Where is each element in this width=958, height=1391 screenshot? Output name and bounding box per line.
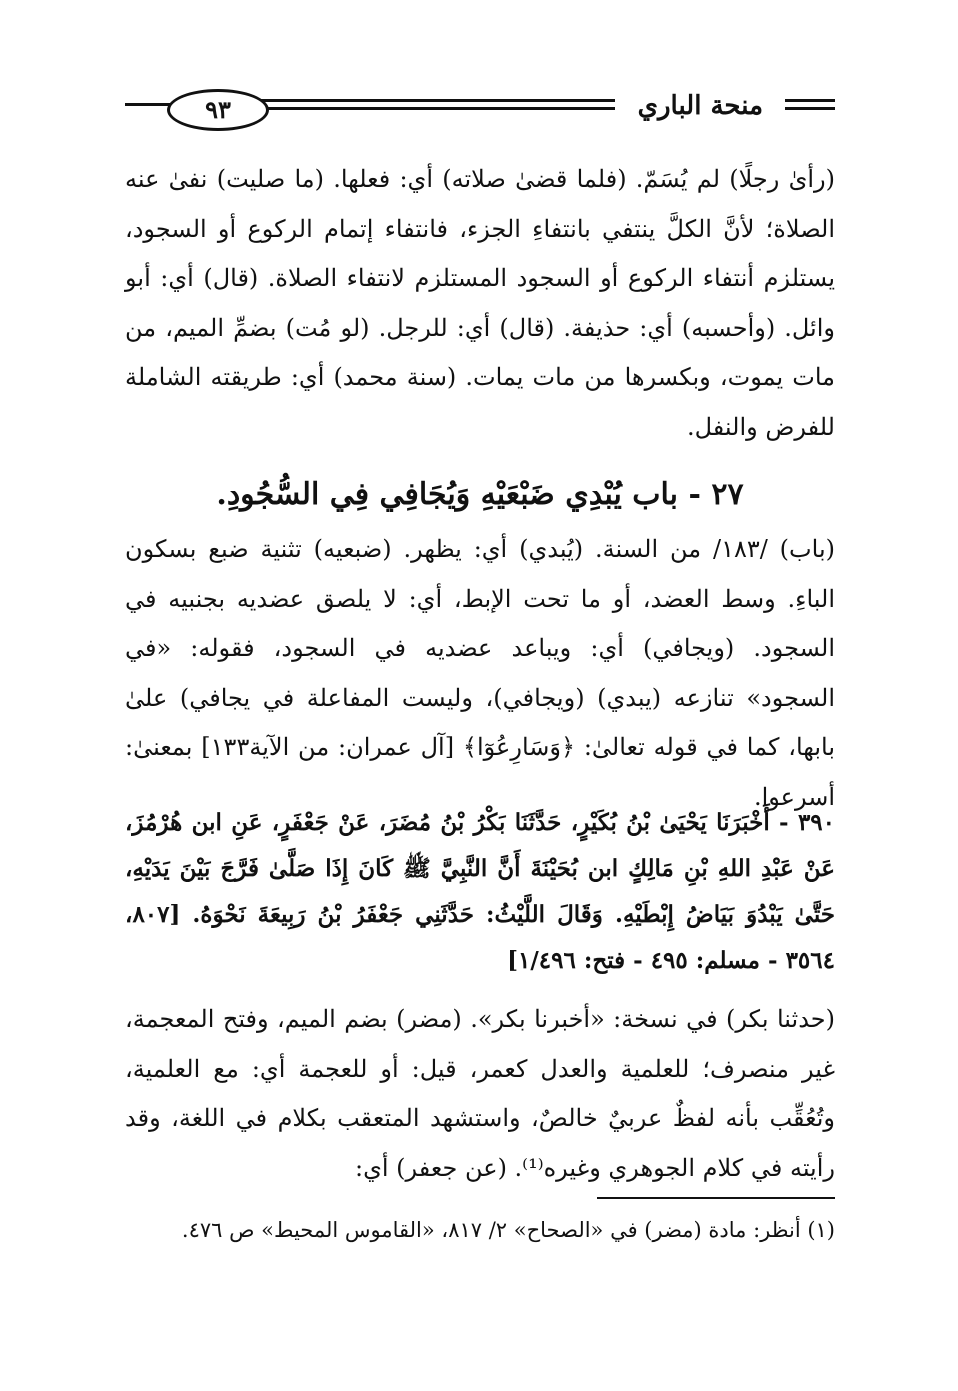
header-rule-middle-bottom	[215, 107, 615, 110]
commentary-paragraph-3: (حدثنا بكر) في نسخة: «أخبرنا بكر». (مضر) بضم الميم، وفتح المعجمة، غير منصرف؛ للعلمية والعدل كعمر، قيل: أو للعجمة أي: مع العلمية، وتُعُقِّب بأنه لفظٌ عربيٌ خالصٌ، واستشهد المتعقب بكلام في اللغة، وقد رأيته في كلام الجوهري وغيره⁽¹⁾. (عن جعفر) أي:	[125, 1005, 835, 1182]
hadith-text: ٣٩٠ - أَخْبَرَنَا يَحْيَىٰ بْنُ بُكَيْرٍ، حَدَّثَنَا بَكْرُ بْنُ مُضَرَ، عَنْ جَعْفَرٍ، عَنِ ابن هُرْمُزَ، عَنْ عَبْدِ اللهِ بْنِ مَالِكٍ ابن بُحَيْنَةَ أَنَّ النَّبِيَّ ﷺ كَانَ إِذَا صَلَّىٰ فَرَّجَ بَيْنَ يَدَيْهِ، حَتَّىٰ يَبْدُوَ بَيَاضُ إِبْطَيْهِ. وَقَالَ اللَّيْثُ: حَدَّثَنِي جَعْفَرُ بْنُ رَبِيعَةَ نَحْوَهُ. [٨٠٧، ٣٥٦٤ - مسلم: ٤٩٥ - فتح: ١/٤٩٦]	[125, 809, 835, 974]
page-header	[125, 85, 835, 135]
header-rule-right-bottom	[785, 107, 835, 110]
header-rule-right-top	[785, 99, 835, 102]
footnote: (١) أنظر: مادة (مضر) في «الصحاح» ٢/ ٨١٧، «القاموس المحيط» ص ٤٧٦.	[181, 1218, 835, 1242]
header-rule-middle-top	[215, 99, 615, 102]
footnote-separator	[597, 1197, 835, 1199]
running-title: منحة الباري	[637, 91, 763, 121]
page-number: ٩٣	[167, 89, 269, 131]
book-page	[125, 85, 835, 1285]
commentary-paragraph-2: (باب) /١٨٣/ من السنة. (يُبدي) أي: يظهر. (ضبعيه) تثنية ضبع بسكون الباءِ. وسط العضد، أو ما تحت الإبط، أي: لا يلصق عضديه بجنبيه في السجود. (ويجافي) أي: ويباعد عضديه في السجود، فقوله: «في السجود» تنازعه (يبدي) (ويجافي)، وليست المفاعلة في يجافي) علىٰ بابها، كما في قوله تعالىٰ: ﴿وَسَارِعُوٓا﴾ [آل عمران: من الآية١٣٣] بمعنىٰ: أسرعوا.	[125, 535, 835, 811]
commentary-paragraph-1: (رأىٰ رجلًا) لم يُسَمّ. (فلما قضىٰ صلاته) أي: فعلها. (ما صليت) نفىٰ عنه الصلاة؛ لأنَّ الكلَّ ينتفي بانتفاءِ الجزء، فانتفاء إتمام الركوع أو السجود، يستلزم أنتفاء الركوع أو السجود المستلزم لانتفاء الصلاة. (قال) أي: أبو وائل. (وأحسبه) أي: حذيفة. (قال) أي: للرجل. (لو مُت) بضمِّ الميم، من مات يموت، وبكسرها من مات يمات. (سنة محمد) أي: طريقته الشاملة للفرض والنفل.	[125, 165, 835, 441]
chapter-heading: ٢٧ - باب يُبْدِي ضَبْعَيْهِ وَيُجَافِي فِي السُّجُودِ.	[216, 477, 744, 512]
